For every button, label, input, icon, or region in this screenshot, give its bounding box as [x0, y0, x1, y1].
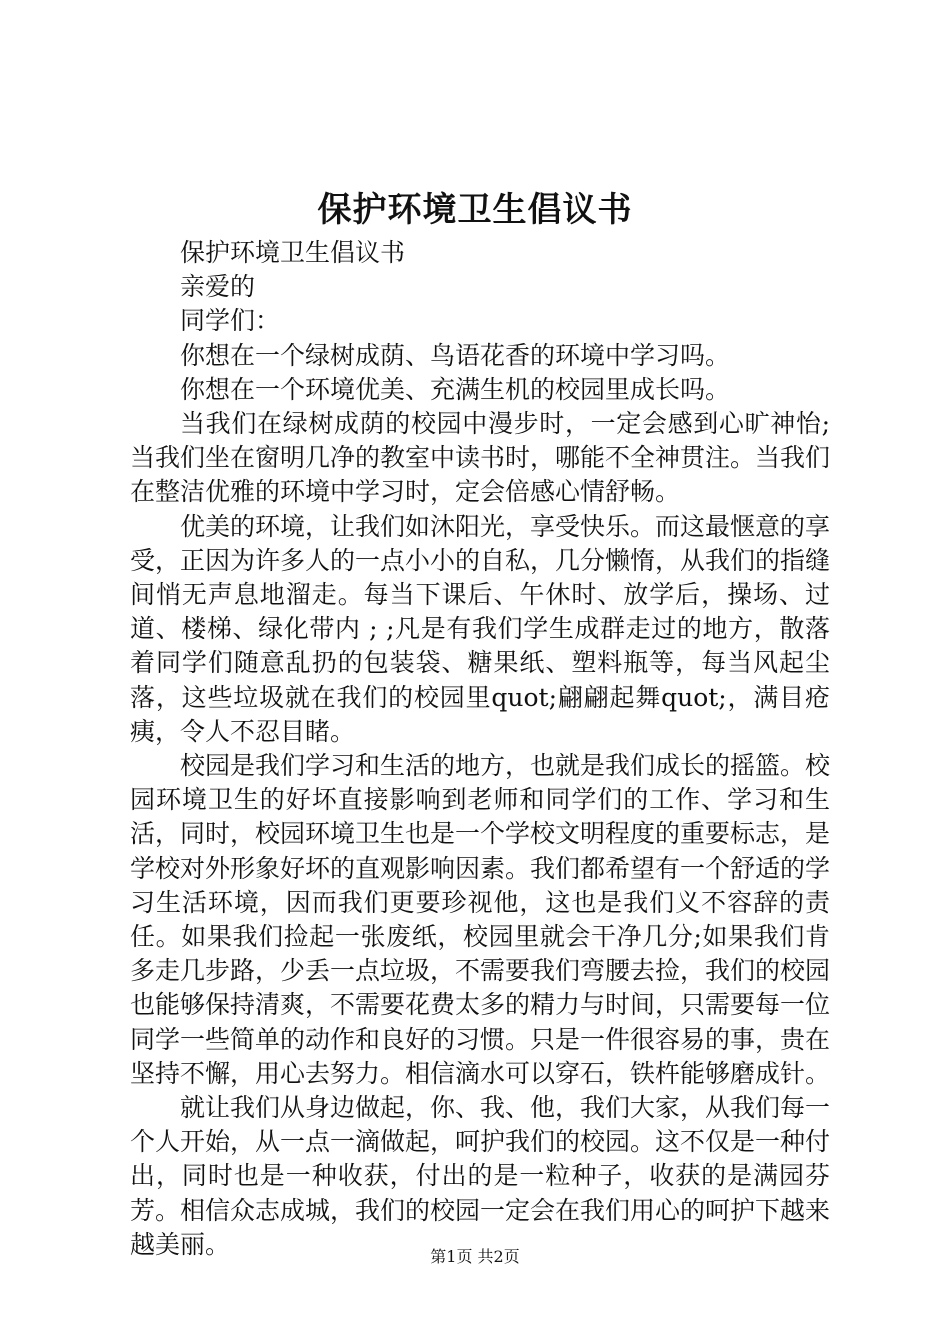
paragraph-call-to-action: 就让我们从身边做起，你、我、他，我们大家，从我们每一个人开始，从一点一滴做起，呵护我们的校园。这不仅是一种付出，同时也是一种收获，付出的是一粒种子，收获的是满园芬芳。相信众志成城，我们的校园一定会在我们用心的呵护下越来越美丽。 — [130, 1093, 831, 1259]
paragraph-campus-cradle: 校园是我们学习和生活的地方，也就是我们成长的摇篮。校园环境卫生的好坏直接影响到老师和同学们的工作、学习和生活，同时，校园环境卫生也是一个学校文明程度的重要标志，是学校对外形象好坏的直观影响因素。我们都希望有一个舒适的学习生活环境，因而我们更要珍视他，这也是我们义不容辞的责任。如果我们捡起一张废纸，校园里就会干净几分;如果我们肯多走几步路，少丢一点垃圾，不需要我们弯腰去捡，我们的校园也能够保持清爽，不需要花费太多的精力与时间，只需要每一位同学一些简单的动作和良好的习惯。只是一件很容易的事，贵在坚持不懈，用心去努力。相信滴水可以穿石，铁杵能够磨成针。 — [130, 751, 831, 1088]
paragraph-heading: 保护环境卫生倡议书 — [180, 238, 406, 267]
paragraph-salutation-2: 同学们： — [180, 306, 281, 336]
paragraph-environment: 优美的环境，让我们如沐阳光，享受快乐。而这最惬意的享受，正因为许多人的一点小小的自私，几分懒惰，从我们的指缝间悄无声息地溜走。每当下课后、午休时、放学后，操场、过道、楼梯、绿化带内 ; ;凡是有我们学生成群走过的地方，散落着同学们随意乱扔的包装袋、糖果纸、塑料瓶等，每当风起尘落，这些垃圾就在我们的校园里quot;翩翩起舞quot;，满目疮痍，令人不忍目睹。 — [130, 511, 831, 746]
paragraph-salutation-1: 亲爱的 — [180, 272, 256, 302]
page-number: 第1页 共2页 — [430, 1247, 520, 1266]
paragraph-campus-walk: 当我们在绿树成荫的校园中漫步时，一定会感到心旷神怡;当我们坐在窗明几净的教室中读书时，哪能不全神贯注。当我们在整洁优雅的环境中学习时，定会倍感心情舒畅。 — [130, 409, 831, 507]
paragraph-question-2: 你想在一个环境优美、充满生机的校园里成长吗。 — [180, 374, 731, 404]
document-body — [130, 236, 830, 1262]
document-title: 保护环境卫生倡议书 — [317, 190, 633, 230]
paragraph-question-1: 你想在一个绿树成荫、鸟语花香的环境中学习吗。 — [180, 340, 731, 370]
